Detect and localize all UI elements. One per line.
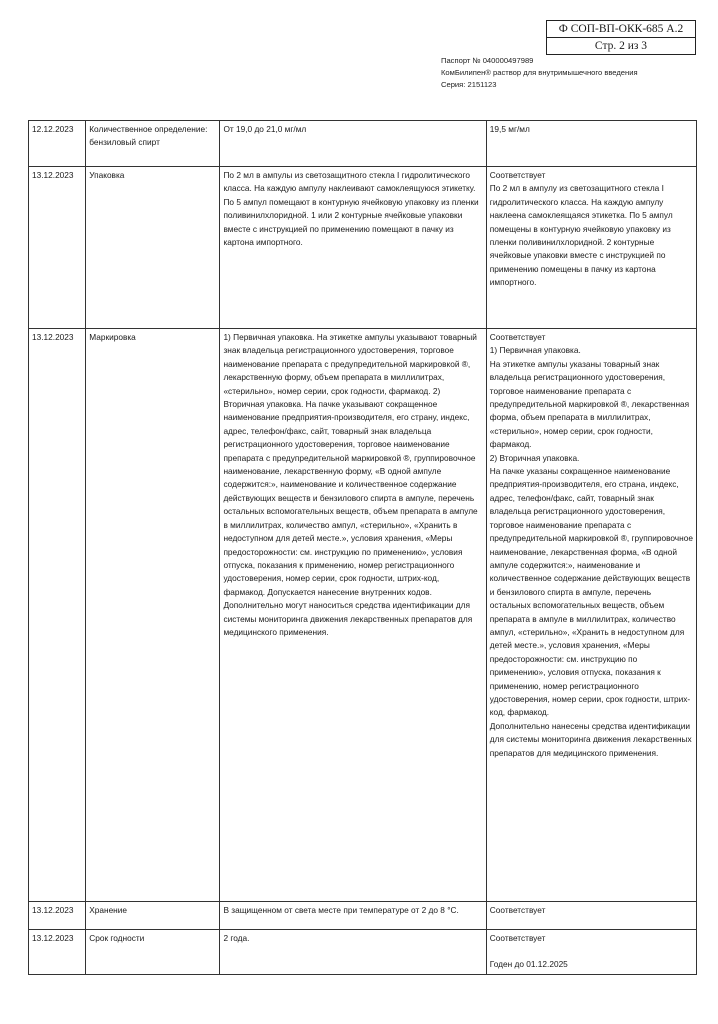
row-result	[486, 902, 696, 930]
result-text: На пачке указаны сокращенное наименование предприятия-производителя, его страна, индекс, адрес, телефон/факс, сайт, товарный знак владельца регистрационного удостоверения, торговое наименование препарата с предупредительной маркировкой ®, группировочное наименование, лекарственная форма, «В одной ампуле содержится:», наименование и количественное содержание действующих веществ и бензилового спирта в ампуле, перечень остальных вспомогательных веществ, объем препарата в ампуле в миллилитрах, количество ампул, «стерильно», «Хранить в недоступном для детей месте.», условия хранения, «Меры предосторожности: см. инструкцию по применению», условия отпуска, показания к применению, номер регистрационного удостоверения, номер серии, срок годности, штрих-код, фармакод.	[489, 466, 693, 718]
test-results-table	[28, 120, 697, 975]
row-date: 12.12.2023	[29, 121, 86, 167]
row-date: 13.12.2023	[29, 167, 86, 329]
row-result	[486, 121, 696, 167]
table-row	[29, 902, 697, 930]
row-test: Маркировка	[86, 329, 220, 902]
result-text: 19,5 мг/мл	[489, 124, 530, 134]
table-row	[29, 329, 697, 902]
form-code-box	[546, 20, 696, 55]
row-spec: 2 года.	[220, 930, 486, 975]
result-status: Соответствует	[489, 332, 546, 342]
row-test: Срок годности	[86, 930, 220, 975]
table-row	[29, 930, 697, 975]
result-status: Соответствует	[489, 905, 546, 915]
result-text: Годен до 01.12.2025	[489, 959, 568, 970]
spacer	[490, 945, 693, 958]
result-text: 1) Первичная упаковка.	[489, 345, 581, 356]
result-text: 2) Вторичная упаковка.	[489, 452, 580, 463]
row-date: 13.12.2023	[29, 902, 86, 930]
result-text: На этикетке ампулы указаны товарный знак владельца регистрационного удостоверения, торговое наименование препарата с предупредительной маркировкой ®, лекарственная форма, объем препарата в миллилитрах, «стерильно», номер серии, срок годности, фармакод.	[489, 358, 690, 450]
row-test: Количественное определение: бензиловый спирт	[86, 121, 220, 167]
row-result	[486, 930, 696, 975]
row-spec: В защищенном от света месте при температуре от 2 до 8 °С.	[220, 902, 486, 930]
series-number: Серия: 2151123	[441, 80, 497, 89]
row-spec: 1) Первичная упаковка. На этикетке ампулы указывают товарный знак владельца регистрационного удостоверения, торговое наименование препарата с предупредительной маркировкой ®, лекарственную форму, объем препарата в миллилитрах, «стерильно», номер серии, срок годности, фармакод. 2) Вторичная упаковка. На пачке указывают сокращенное наименование предприятия-производителя, его страну, индекс, адрес, телефон/факс, сайт, товарный знак владельца регистрационного удостоверения, торговое наименование препарата с предупредительной маркировкой ®, группировочное наименование, лекарственную форму, «В одной ампуле содержится:», наименование и количественное содержание действующих веществ и бензилового спирта в ампуле, перечень остальных вспомогательных веществ, объем препарата в ампуле в миллилитрах, количество ампул, «стерильно», «Хранить в недоступном для детей месте.», условия хранения, «Меры предосторожности: см. инструкцию по применению», условия отпуска, показания к применению, номер регистрационного удостоверения, номер серии, срок годности, штрих-код, фармакод. Допускается нанесение внутренних кодов. Дополнительно могут наноситься средства идентификации для системы мониторинга движения лекарственных препаратов для медицинского применения.	[220, 329, 486, 902]
row-result	[486, 329, 696, 902]
row-test: Упаковка	[86, 167, 220, 329]
row-date: 13.12.2023	[29, 329, 86, 902]
passport-header	[441, 55, 671, 91]
row-spec: По 2 мл в ампулы из светозащитного стекла I гидролитического класса. На каждую ампулу наклеивают самоклеящуюся этикетку. По 5 ампул помещают в контурную ячейковую упаковку из пленки поливинилхлоридной. 1 или 2 контурные ячейковые упаковки вместе с инструкцией по применению помещают в пачку из картона импортного.	[220, 167, 486, 329]
result-status: Соответствует	[489, 933, 546, 943]
result-text: По 2 мл в ампулу из светозащитного стекла I гидролитического класса. На каждую ампулу наклеена самоклеящаяся этикетка. По 5 ампул помещены в контурную ячейковую упаковку из пленки поливинилхлоридной. 2 контурные ячейковые упаковки вместе с инструкцией по применению помещены в пачку из картона импортного.	[489, 183, 673, 288]
result-text: Дополнительно нанесены средства идентификации для системы мониторинга движения лекарственных препаратов для медицинского применения.	[489, 720, 692, 758]
form-code: Ф СОП-ВП-ОКК-685 А.2	[558, 23, 684, 35]
product-name: КомБилипен® раствор для внутримышечного введения	[441, 68, 638, 77]
table-row	[29, 121, 697, 167]
row-result	[486, 167, 696, 329]
row-test: Хранение	[86, 902, 220, 930]
passport-number: Паспорт № 040000497989	[441, 56, 534, 65]
row-date: 13.12.2023	[29, 930, 86, 975]
result-status: Соответствует	[489, 170, 546, 180]
table-row	[29, 167, 697, 329]
page-number: Стр. 2 из 3	[547, 37, 695, 54]
row-spec: От 19,0 до 21,0 мг/мл	[220, 121, 486, 167]
